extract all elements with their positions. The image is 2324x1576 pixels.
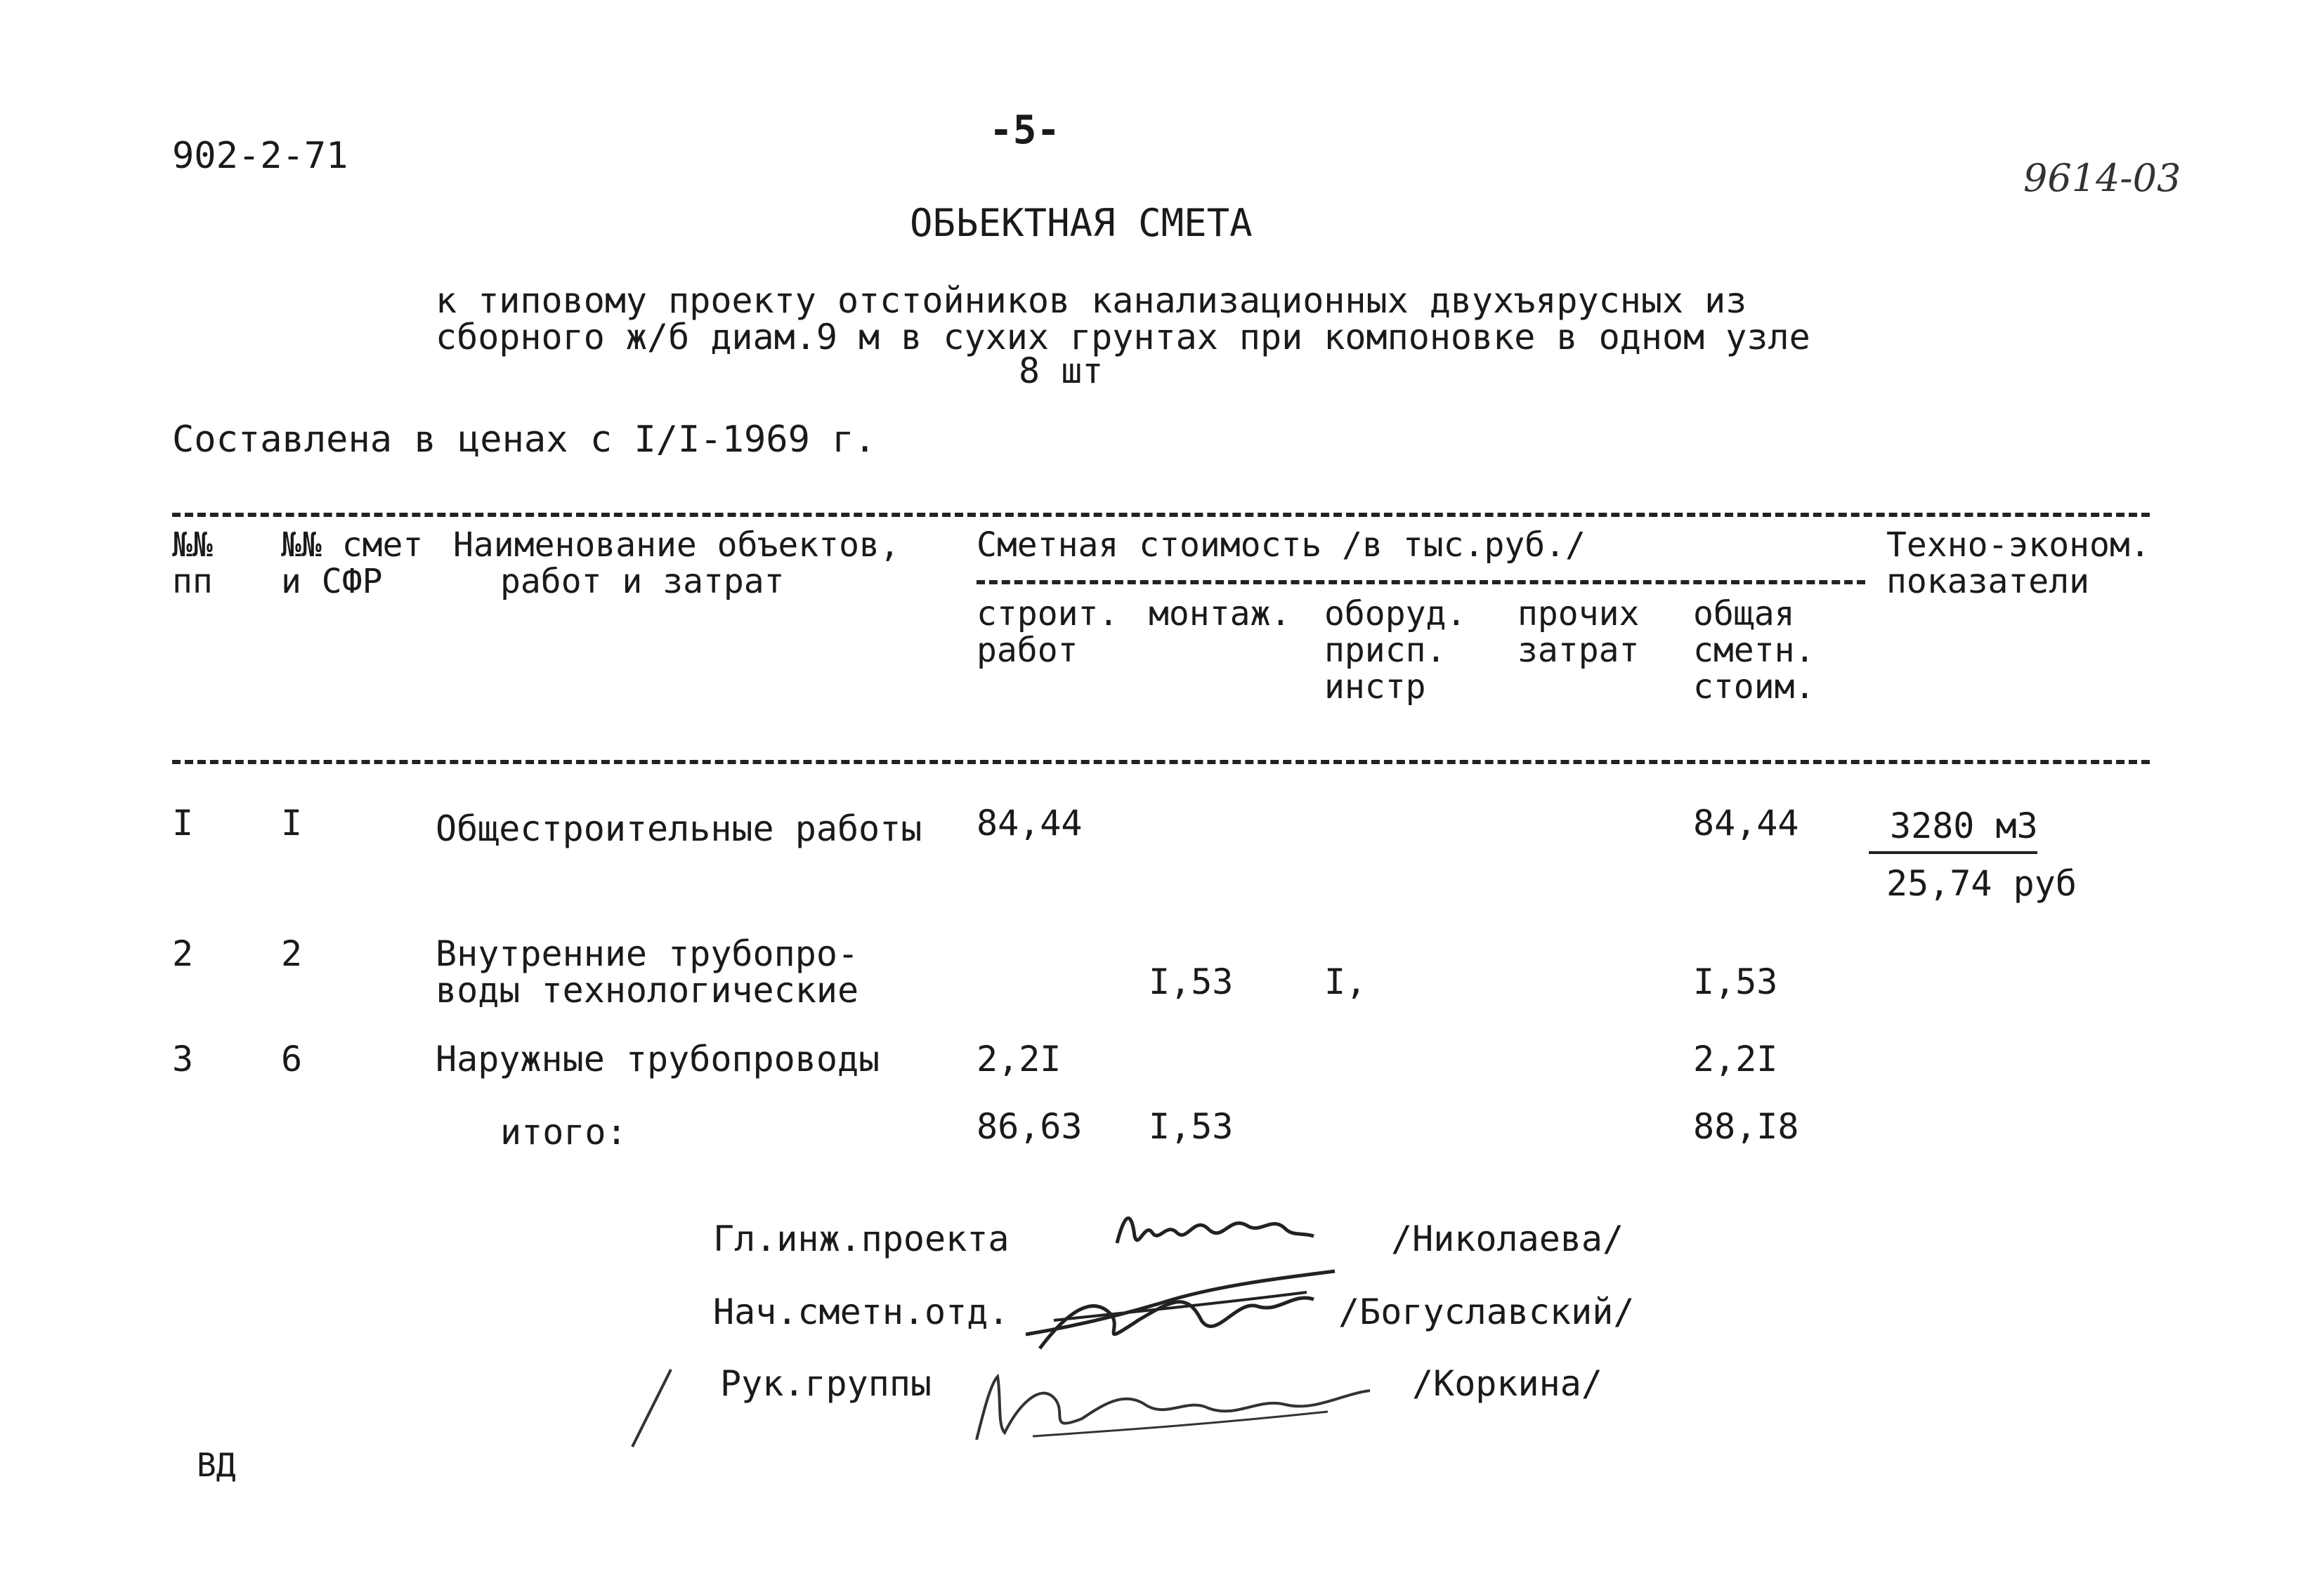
document-code: 902-2-71 (172, 135, 348, 177)
tech-fraction-line (1869, 851, 2037, 854)
page-title: ОБЬЕКТНАЯ СМЕТА (910, 201, 1253, 245)
subtitle-line-2: сборного ж/б диам.9 м в сухих грунтах при компоновке в одном узле (436, 317, 1810, 357)
row-pp: I (172, 803, 194, 843)
header-total: общая сметн. стоим. (1693, 594, 1815, 707)
margin-stroke (625, 1362, 681, 1454)
table-top-rule (172, 513, 2150, 517)
row-build: 2,2I (977, 1039, 1062, 1079)
subtitle-line-3: 8 шт (1019, 350, 1104, 391)
signature-role: Рук.группы (720, 1363, 932, 1404)
row-name: Наружные трубопроводы (436, 1039, 880, 1079)
header-build: строит. работ (977, 594, 1119, 670)
row-build: 84,44 (977, 803, 1083, 843)
row-name: Общестроительные работы (436, 808, 922, 849)
archive-number: 9614-03 (2023, 156, 2181, 200)
subtitle-line-1: к типовому проекту отстойников канализационных двухъярусных из (436, 280, 1747, 321)
handwritten-signature (1012, 1250, 1349, 1362)
row-smet: I (281, 803, 303, 843)
row-tech-bottom: 25,74 руб (1886, 863, 2077, 904)
row-total: I,53 (1693, 961, 1778, 1002)
row-mount: I,53 (1149, 961, 1234, 1002)
row-name-line-1: Внутренние трубопро- (436, 933, 859, 974)
page-number: -5- (989, 107, 1061, 153)
total-mount: I,53 (1149, 1106, 1234, 1147)
row-smet: 6 (281, 1039, 303, 1079)
handwritten-signature (962, 1355, 1384, 1454)
row-name-line-2: воды технологические (436, 970, 859, 1011)
row-total: 2,2I (1693, 1039, 1778, 1079)
header-name-line-2: работ и затрат (500, 562, 785, 601)
header-equip: оборуд. присп. инстр (1324, 594, 1467, 707)
row-pp: 2 (172, 933, 194, 974)
row-tech-top: 3280 м3 (1890, 806, 2038, 846)
header-pp: №№ пп (172, 525, 213, 601)
total-sum: 88,I8 (1693, 1106, 1799, 1147)
header-other: прочих затрат (1517, 594, 1640, 670)
signature-name: /Коркина/ (1412, 1363, 1602, 1404)
row-total: 84,44 (1693, 803, 1799, 843)
header-tech: Техно-эконом. показатели (1886, 525, 2150, 601)
total-label: итого: (500, 1112, 627, 1153)
total-build: 86,63 (977, 1106, 1083, 1147)
row-smet: 2 (281, 933, 303, 974)
row-pp: 3 (172, 1039, 194, 1079)
row-equip: I, (1324, 961, 1367, 1002)
signature-name: /Николаева/ (1391, 1219, 1624, 1259)
footer-mark: ВД (197, 1446, 236, 1484)
signature-role: Гл.инж.проекта (713, 1219, 1010, 1259)
header-mount: монтаж. (1149, 594, 1291, 633)
signature-name: /Богуславский/ (1338, 1292, 1635, 1332)
header-smet: №№ смет и СФР (281, 525, 424, 601)
header-name-line-1: Наименование объектов, (453, 525, 900, 565)
table-header-rule (172, 760, 2150, 764)
cost-group-rule (977, 580, 1865, 584)
signature-role: Нач.сметн.отд. (713, 1292, 1010, 1332)
header-cost-group: Сметная стоимость /в тыс.руб./ (977, 525, 1586, 565)
price-basis: Составлена в ценах с I/I-1969 г. (172, 419, 876, 461)
